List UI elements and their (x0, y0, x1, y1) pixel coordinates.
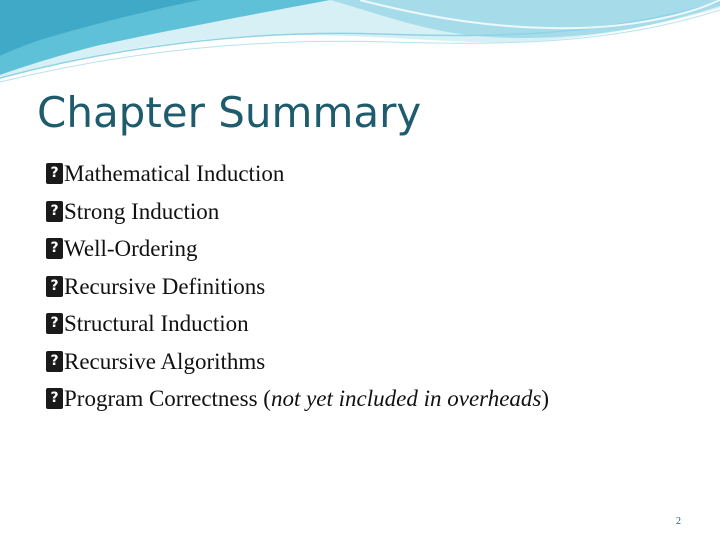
bullet-list (46, 155, 549, 418)
bullet-item (46, 343, 549, 381)
bullet-text: Well-Ordering (64, 236, 198, 261)
bullet-item (46, 268, 549, 306)
page-number: 2 (676, 516, 681, 527)
bullet-item (46, 193, 549, 231)
bullet-text: Recursive Algorithms (64, 348, 266, 374)
bullet-text: Recursive Definitions (64, 273, 266, 299)
bullet-note-tail: ) (541, 386, 550, 411)
missing-glyph-icon (46, 201, 63, 222)
bullet-text: Mathematical Induction (64, 161, 285, 186)
missing-glyph-icon (46, 313, 63, 334)
bullet-item (46, 380, 549, 418)
missing-glyph-icon (46, 388, 63, 409)
bullet-item (46, 305, 549, 343)
bullet-text: Strong Induction (64, 198, 220, 224)
bullet-item (46, 155, 549, 193)
bullet-text: Structural Induction (64, 311, 249, 336)
bullet-text: Program Correctness ( (64, 386, 271, 411)
missing-glyph-icon (46, 163, 63, 184)
missing-glyph-icon (46, 351, 63, 372)
header-wave-decoration (0, 0, 720, 95)
missing-glyph-icon (46, 276, 63, 297)
bullet-item (46, 230, 549, 268)
slide-title: Chapter Summary (37, 88, 422, 137)
missing-glyph-icon (46, 238, 63, 259)
bullet-note-italic: not yet included in overheads (270, 386, 542, 411)
